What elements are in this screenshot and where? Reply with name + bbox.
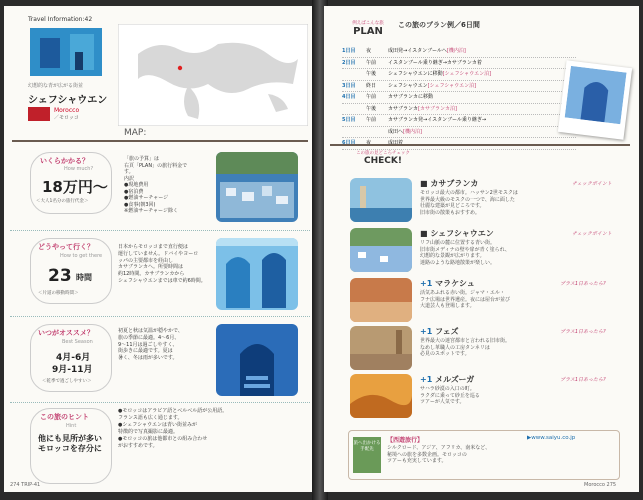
- city-name: シェフシャウエン: [28, 95, 108, 106]
- season-body: 初夏と秋は気温が穏やかで、 旅の季節に最適。4〜6月、 9〜11月は過ごしやすく、 街歩きに最適です。夏は 暑く、冬は雨が多いです。: [118, 328, 183, 362]
- check-badge: この旅の見どころチェック CHECK!: [356, 151, 410, 166]
- travel-info-label: Travel Information:42: [28, 16, 93, 23]
- spot-name: +1 マラケシュ: [420, 279, 475, 288]
- access-en: How to get there: [60, 253, 103, 259]
- spot-name: ■ シェフシャウエン: [420, 229, 494, 238]
- photo-aerial-town: [216, 152, 298, 222]
- agency-body: シルクロード、アジア、アフリカ、南米など、 秘境への旅を多数企画。モロッコの ツアーも充実しています。: [387, 445, 491, 464]
- hint-headline: 他にも見所が多いモロッコを存分に: [38, 434, 102, 453]
- plan-table: [342, 46, 576, 150]
- cost-en: How much?: [64, 166, 94, 172]
- season-note: ＜乾季で過ごしやすい＞: [42, 379, 92, 384]
- hero-photo-blue-town: [30, 28, 102, 76]
- access-unit: 時間: [76, 273, 92, 282]
- access-hours: 23: [48, 266, 72, 286]
- country-en: Morocco: [54, 107, 80, 114]
- map-marker-icon: [178, 66, 182, 70]
- plan-row: 成田へ [機内泊]: [342, 127, 576, 139]
- season-range-2: 9月-11月: [52, 365, 93, 375]
- photo-blue-doors: [216, 238, 298, 310]
- spot-tag: チェックポイント: [572, 181, 612, 187]
- photo-merzouga: [350, 374, 412, 418]
- hint-en: Hint: [66, 423, 77, 429]
- photo-blue-stairs: [216, 324, 298, 396]
- cost-body: 「旅の予算」は 右頁「PLAN」の旅行料金です。 内訳 ●現地費用 ●宿泊費 ●燃油サーチャージ ●食事(朝3回) ※燃油サーチャージ除く: [124, 156, 188, 214]
- divider: [330, 144, 630, 146]
- agency-box: [348, 430, 620, 480]
- plan-row: 2日目 午前 イスタンブール乗り継ぎ→カサブランカ着: [342, 58, 576, 70]
- season-range-1: 4月-6月: [56, 353, 91, 363]
- spot-tag: プラス1日あったら?: [560, 377, 606, 383]
- right-page: [324, 6, 639, 492]
- plan-row: 4日目 午前 カサブランカに移動: [342, 92, 576, 104]
- subtitle: 幻想的な青が広がる街並: [28, 83, 84, 89]
- plan-row: 5日目 午前 カサブランカ発→イスタンブール乗り継ぎ→: [342, 115, 576, 127]
- photo-fez: [350, 326, 412, 370]
- footer-right: Morocco 275: [584, 482, 617, 488]
- hint-question: この旅のヒント: [40, 413, 89, 421]
- country-jp: ／モロッコ: [54, 115, 79, 121]
- photo-marrakech: [350, 278, 412, 322]
- plan-badge: 例えばこんな旅 PLAN: [352, 21, 384, 37]
- agency-label: 【西遊旅行】: [387, 437, 424, 444]
- map-label: MAP:: [124, 128, 147, 138]
- photo-blue-door: [565, 66, 627, 124]
- plan-row: 1日目 夜 成田発→イスタンブールへ [機内泊]: [342, 46, 576, 58]
- spot-body: 世界最大の迷宮都市と言われる旧市街。 なめし革職人の工房タンネリは 必見のスポットです。: [420, 338, 511, 357]
- left-page: [4, 6, 316, 492]
- spot-name: +1 フェズ: [420, 327, 459, 336]
- world-map: [118, 24, 308, 126]
- spot-name: +1 メルズーガ: [420, 375, 475, 384]
- agency-url-link[interactable]: ▶www.saiyu.co.jp: [527, 435, 576, 441]
- spot-body: モロッコ最大の都市。ハッサン2世モスクは 世界最大級のモスクの一つで、海に面した 壮麗な建築が見どころです。 旧市街の散策もおすすめ。: [420, 190, 518, 216]
- season-en: Best Season: [62, 339, 93, 345]
- spot-tag: チェックポイント: [572, 231, 612, 237]
- cost-note: ＜大人1名分の旅行代金＞: [36, 199, 89, 204]
- spot-body: サハラ砂漠の入口の町。 ラクダに乗って砂丘を巡る ツアーが人気です。: [420, 386, 480, 405]
- plan-row: 午後 シェフシャウエンに移動 [シェフシャウエン泊]: [342, 69, 576, 81]
- cost-amount: 18万円〜: [42, 178, 108, 196]
- spot-body: リフ山脈の麓に位置する青い街。 旧市街メディナの壁や扉が青く塗られ、 幻想的な景観が広がります。 迷路のような路地散策が楽しい。: [420, 240, 510, 266]
- access-question: どうやって行く？: [38, 243, 94, 251]
- access-note: ＜片道の移動時間＞: [38, 291, 79, 296]
- plan-row: 午後 カサブランカ [カサブランカ泊]: [342, 104, 576, 116]
- agency-note: 旅へ出かける手配先: [353, 437, 381, 473]
- photo-casablanca: [350, 178, 412, 222]
- divider: [12, 140, 308, 142]
- spot-tag: プラス1日あったら?: [560, 281, 606, 287]
- cost-question: いくらかかる？: [40, 157, 89, 165]
- photo-chefchaouen: [350, 228, 412, 272]
- polaroid-photo: [558, 60, 632, 140]
- access-body: 日本からモロッコまで直行便は 運行していません。ドバイやヨーロ ッパの主要都市を経由し カサブランカへ。所要時間は 約12時間。カサブランカから シェフシャウエンまでは車で約6時間。: [118, 244, 206, 284]
- spot-name: ■ カサブランカ: [420, 179, 479, 188]
- spot-tag: プラス1日あったら?: [560, 329, 606, 335]
- footer-left: 274 TRIP-41: [10, 482, 41, 488]
- hint-body: ●モロッコはアラビア語とベルベル語が公用語。 フランス語も広く通じます。 ●シェフシャウエンは青い街並みが 特徴的で写真撮影に最適。 ●モロッコの旅は他都市との組み合わせ がおすすめです。: [118, 408, 228, 449]
- season-question: いつがオススメ？: [38, 329, 94, 337]
- morocco-flag-icon: [28, 107, 50, 121]
- plan-row: 3日目 終日 シェフシャウエン [シェフシャウエン泊]: [342, 81, 576, 93]
- spot-body: 活気あふれる赤い街。ジャマ・エル・ フナ広場は世界遺産。夜には屋台が並び 大道芸人も登場します。: [420, 290, 511, 309]
- plan-row: 6日目 夜 成田着: [342, 138, 576, 150]
- plan-title: この旅のプラン例／6日間: [398, 21, 480, 29]
